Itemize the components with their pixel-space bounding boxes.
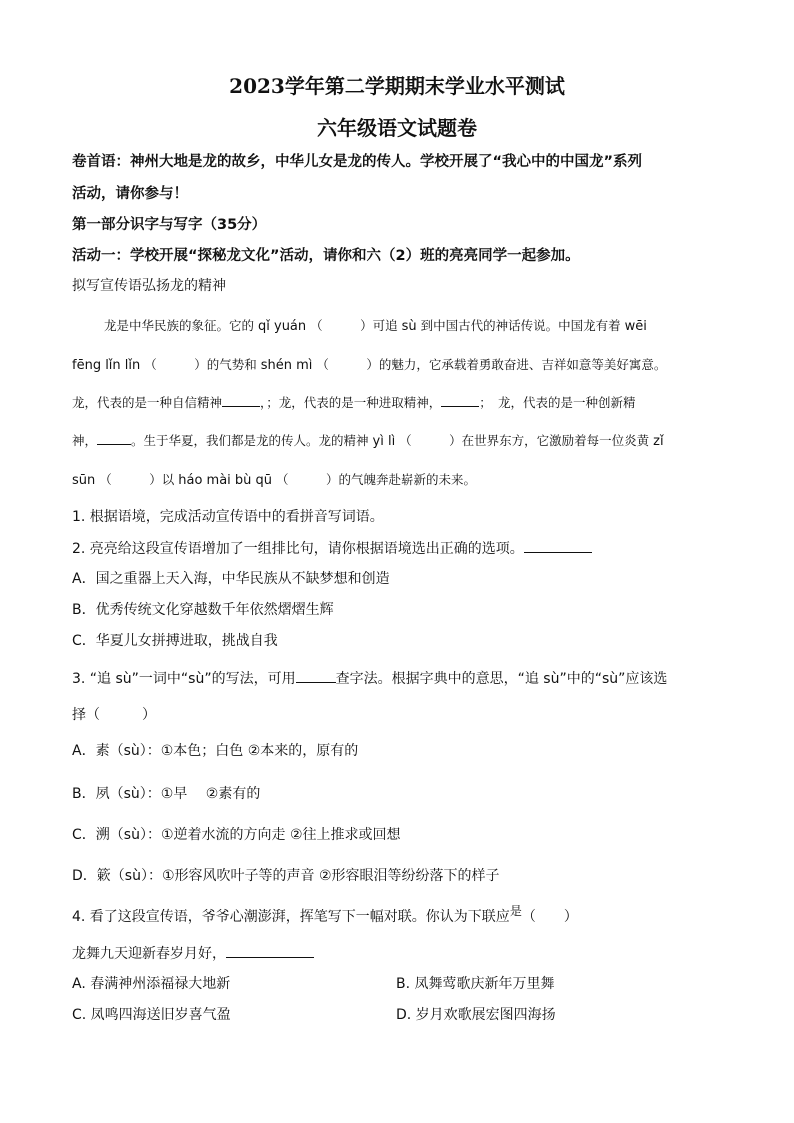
- pinyin: wēi: [624, 319, 647, 334]
- answer-blank[interactable]: （ ）可追: [310, 318, 398, 333]
- passage-text: 。生于华夏，我们都是龙的传人。龙的精神: [131, 433, 369, 448]
- q3-option-a[interactable]: A．素（sù）：①本色；白色 ②本来的，原有的: [72, 743, 359, 759]
- question-4-line-2: [72, 943, 732, 963]
- pinyin: zǐ: [653, 434, 664, 449]
- fill-blank[interactable]: [97, 431, 131, 445]
- passage-line-3: [72, 393, 732, 411]
- couplet-first-line: 龙舞九天迎新春岁月好，: [72, 946, 226, 962]
- pinyin: qǐ yuán: [258, 319, 307, 334]
- passage-line-2: [72, 355, 732, 373]
- pinyin: sù: [401, 319, 417, 334]
- answer-blank[interactable]: [296, 669, 336, 683]
- passage-line-5: [72, 470, 732, 488]
- answer-blank[interactable]: （ ）以: [99, 472, 175, 487]
- pinyin: yì lì: [372, 434, 396, 449]
- pinyin: shén mì: [260, 358, 313, 373]
- q4-option-d[interactable]: D. 岁月欢歌展宏图四海扬: [396, 1007, 556, 1023]
- answer-blank[interactable]: [226, 944, 314, 958]
- q4-option-b[interactable]: B. 凤舞莺歌庆新年万里舞: [396, 976, 555, 992]
- passage-text: 到中国古代的神话传说。中国龙有着: [420, 318, 621, 333]
- intro-line-2: 活动，请你参与！: [72, 186, 188, 202]
- question-4-text: 是: [509, 904, 522, 918]
- passage-line-4: [72, 431, 732, 449]
- q4-option-a[interactable]: A. 春满神州添福禄大地新: [72, 976, 231, 992]
- passage-text: ，；龙，代表的是一种进取精神，: [260, 395, 442, 410]
- intro-line-1: 卷首语：神州大地是龙的故乡，中华儿女是龙的传人。学校开展了“我心中的中国龙”系列: [72, 154, 643, 170]
- question-3-text: 3. “追 sù”一词中“sù”的写法，可用: [72, 671, 296, 687]
- answer-blank[interactable]: （ ）在世界东方，它激励着每一位炎黄: [399, 433, 650, 448]
- pinyin: fēng lǐn lǐn: [72, 358, 141, 373]
- pinyin: háo mài bù qū: [178, 473, 273, 488]
- q2-option-c[interactable]: C．华夏儿女拼搏进取，挑战自我: [72, 633, 278, 649]
- question-4: [72, 906, 732, 926]
- fill-blank[interactable]: [222, 393, 260, 407]
- page-title: 2023学年第二学期期末学业水平测试: [229, 74, 565, 98]
- question-4-text: 4. 看了这段宣传语，爷爷心潮澎湃，挥笔写下一幅对联。你认为下联应: [72, 909, 510, 925]
- fill-blank[interactable]: [441, 393, 479, 407]
- q3-option-d[interactable]: D．簌（sù）：①形容风吹叶子等的声音 ②形容眼泪等纷纷落下的样子: [72, 868, 500, 884]
- passage-text: （ ）的气魄奔赴崭新的未来。: [276, 472, 477, 487]
- question-3: [72, 668, 732, 688]
- pinyin: sūn: [72, 473, 96, 488]
- q4-option-c[interactable]: C. 凤鸣四海送旧岁喜气盈: [72, 1007, 231, 1023]
- answer-blank[interactable]: （ ）的气势和: [144, 357, 257, 372]
- q2-option-a[interactable]: A．国之重器上天入海，中华民族从不缺梦想和创造: [72, 571, 390, 587]
- passage-line-1: [104, 316, 724, 334]
- passage-text: ； 龙，代表的是一种创新精: [479, 395, 636, 410]
- question-1: 1. 根据语境，完成活动宣传语中的看拼音写词语。: [72, 509, 384, 525]
- page-subtitle: 六年级语文试题卷: [317, 116, 477, 140]
- passage-text: 龙，代表的是一种自信精神: [72, 395, 223, 410]
- question-2: [72, 538, 732, 558]
- question-2-text: 2. 亮亮给这段宣传语增加了一组排比句，请你根据语境选出正确的选项。: [72, 541, 524, 557]
- question-3-line-2[interactable]: 择（ ）: [72, 707, 156, 723]
- passage-text: 神，: [72, 433, 98, 448]
- activity-heading: 活动一：学校开展“探秘龙文化”活动，请你和六（2）班的亮亮同学一起参加。: [72, 248, 580, 264]
- task-label: 拟写宣传语弘扬龙的精神: [72, 278, 226, 294]
- question-3-text: 查字法。根据字典中的意思，“追 sù”中的“sù”应该选: [335, 671, 668, 687]
- q3-option-c[interactable]: C．溯（sù）：①逆着水流的方向走 ②往上推求或回想: [72, 827, 401, 843]
- passage-text: 龙是中华民族的象征。它的: [104, 318, 255, 333]
- section-heading: 第一部分识字与写字（35分）: [72, 217, 267, 233]
- answer-blank[interactable]: （ ）: [521, 909, 578, 925]
- q2-option-b[interactable]: B．优秀传统文化穿越数千年依然熠熠生辉: [72, 602, 334, 618]
- q3-option-b[interactable]: B．夙（sù）：①早 ②素有的: [72, 786, 261, 802]
- answer-blank[interactable]: [524, 539, 592, 553]
- passage-text: （ ）的魅力，它承载着勇敢奋进、吉祥如意等美好寓意。: [316, 357, 667, 372]
